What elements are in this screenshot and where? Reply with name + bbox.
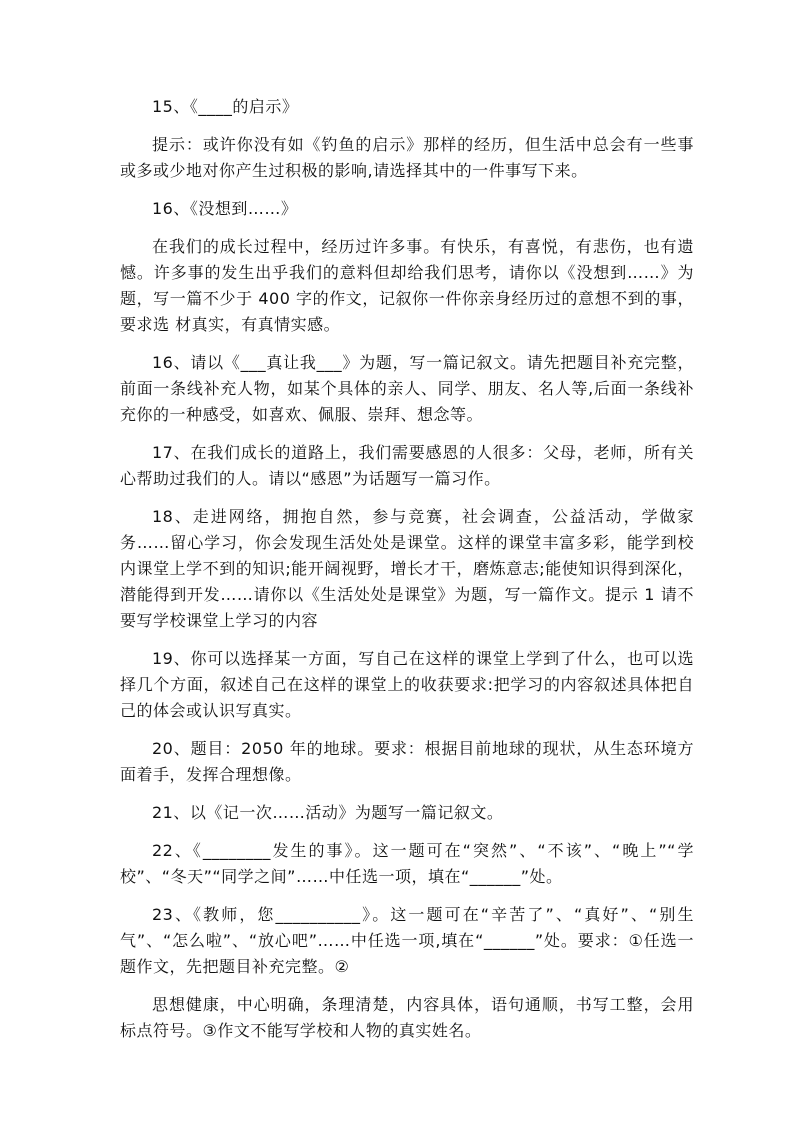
heading-15: 15、《____的启示》 bbox=[152, 97, 299, 116]
prompt-19: 19、你可以选择某一方面，写自己在这样的课堂上学到了什么，也可以选择几个方面，叙述自己在这样的课堂上的收获要求:把学习的内容叙述具体把自己的体会或认识写真实。 bbox=[120, 649, 694, 720]
prompt-18: 18、走进网络，拥抱自然，参与竞赛，社会调查，公益活动，学做家务……留心学习，你会发现生活处处是课堂。这样的课堂丰富多彩，能学到校内课堂上学不到的知识;能开阔视野，增长才干，磨炼意志;能使知识得到深化，潜能得到开发……请你以《生活处处是课堂》为题，写一篇作文。提示 1 请不要写学校课堂上学习的内容 bbox=[120, 507, 694, 630]
heading-16: 16、《没想到……》 bbox=[152, 199, 298, 218]
prompt-21: 21、以《记一次……活动》为题写一篇记叙文。 bbox=[152, 803, 504, 822]
requirements: 思想健康，中心明确，条理清楚，内容具体，语句通顺，书写工整，会用标点符号。③作文不能写学校和人物的真实姓名。 bbox=[120, 995, 694, 1040]
prompt-15: 提示：或许你没有如《钓鱼的启示》那样的经历，但生活中总会有一些事或多或少地对你产生过积极的影响,请选择其中的一件事写下来。 bbox=[120, 135, 694, 180]
prompt-17: 17、在我们成长的道路上，我们需要感恩的人很多：父母，老师，所有关心帮助过我们的人。请以“感恩”为话题写一篇习作。 bbox=[120, 443, 694, 488]
prompt-16: 在我们的成长过程中，经历过许多事。有快乐，有喜悦，有悲伤，也有遗憾。许多事的发生出乎我们的意料但却给我们思考，请你以《没想到……》为题，写一篇不少于 400 字的作文，记叙你一件你亲身经历过的意想不到的事，要求选 材真实，有真情实感。 bbox=[120, 237, 694, 334]
prompt-23: 23、《教师，您__________》。这一题可在“辛苦了”、“真好”、“别生气”、“怎么啦”、“放心吧”……中任选一项,填在“______”处。要求：①任选一题作文，先把题目补充完整。② bbox=[120, 905, 694, 976]
prompt-22: 22、《________发生的事》。这一题可在“突然”、“不该”、“晚上”“学校”、“冬天”“同学之间”……中任选一项，填在“______”处。 bbox=[120, 841, 694, 886]
prompt-20: 20、题目：2050 年的地球。要求：根据目前地球的现状，从生态环境方面着手，发挥合理想像。 bbox=[120, 739, 694, 784]
prompt-16b: 16、请以《___真让我___》为题，写一篇记叙文。请先把题目补充完整，前面一条线补充人物，如某个具体的亲人、同学、朋友、名人等,后面一条线补充你的一种感受，如喜欢、佩服、崇拜、想念等。 bbox=[120, 353, 694, 424]
